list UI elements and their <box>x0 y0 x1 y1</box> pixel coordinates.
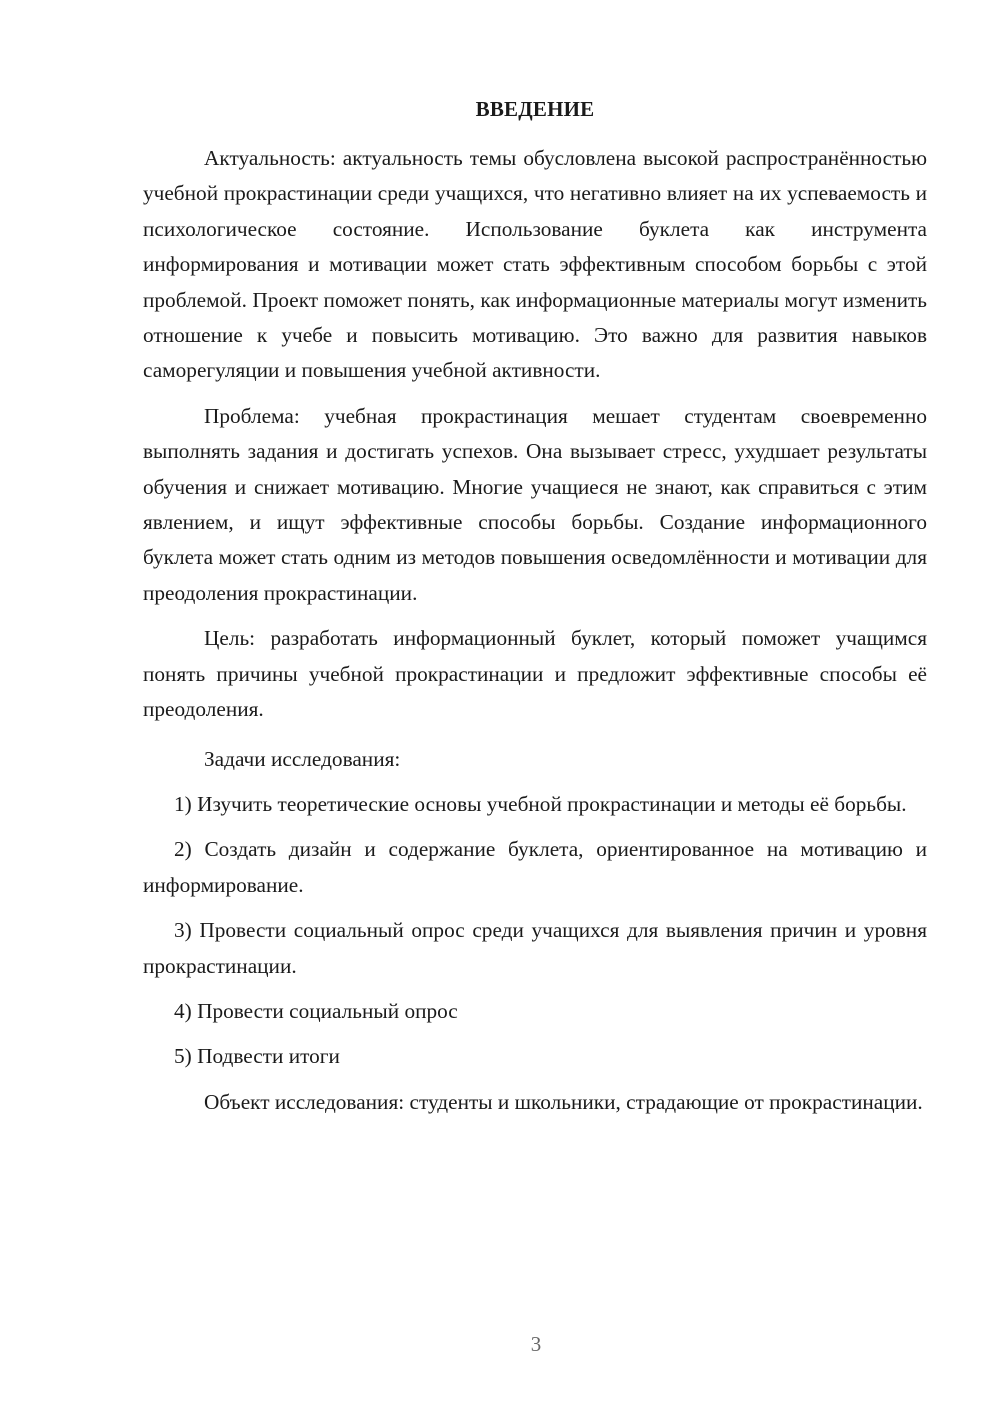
task-item: 4) Провести социальный опрос <box>174 998 458 1023</box>
aim-paragraph: Цель: разработать информационный буклет, который поможет учащимся понять причины учебной прокрастинации и предложит эффективные способы её преодоления. <box>143 626 927 722</box>
page-content <box>143 92 927 1130</box>
tasks-list <box>143 787 927 1075</box>
tasks-heading: Задачи исследования: <box>204 746 401 771</box>
task-item: 3) Провести социальный опрос среди учащихся для выявления причин и уровня прокрастинации. <box>143 918 927 978</box>
task-item: 5) Подвести итоги <box>174 1044 340 1069</box>
task-item: 2) Создать дизайн и содержание буклета, ориентированное на мотивацию и информирование. <box>143 837 927 897</box>
relevance-paragraph: Актуальность: актуальность темы обусловлена высокой распространённостью учебной прокрастинации среди учащихся, что негативно влияет на их успеваемость и психологическое состояние. Использование буклета как инструмента информирования и мотивации может стать эффективным способом борьбы с этой проблемой. Проект поможет понять, как информационные материалы могут изменить отношение к учебе и повысить мотивацию. Это важно для развития навыков саморегуляции и повышения учебной активности. <box>143 146 927 383</box>
page-number: 3 <box>530 1332 542 1356</box>
problem-paragraph: Проблема: учебная прокрастинация мешает студентам своевременно выполнять задания и достигать успехов. Она вызывает стресс, ухудшает результаты обучения и снижает мотивацию. Многие учащиеся не знают, как справиться с этим явлением, и ищут эффективные способы борьбы. Создание информационного буклета может стать одним из методов повышения осведомлённости и мотивации для преодоления прокрастинации. <box>143 403 927 605</box>
section-heading: ВВЕДЕНИЕ <box>475 97 595 121</box>
task-item: 1) Изучить теоретические основы учебной прокрастинации и методы её борьбы. <box>174 791 907 816</box>
object-paragraph: Объект исследования: студенты и школьники, страдающие от прокрастинации. <box>204 1089 923 1114</box>
